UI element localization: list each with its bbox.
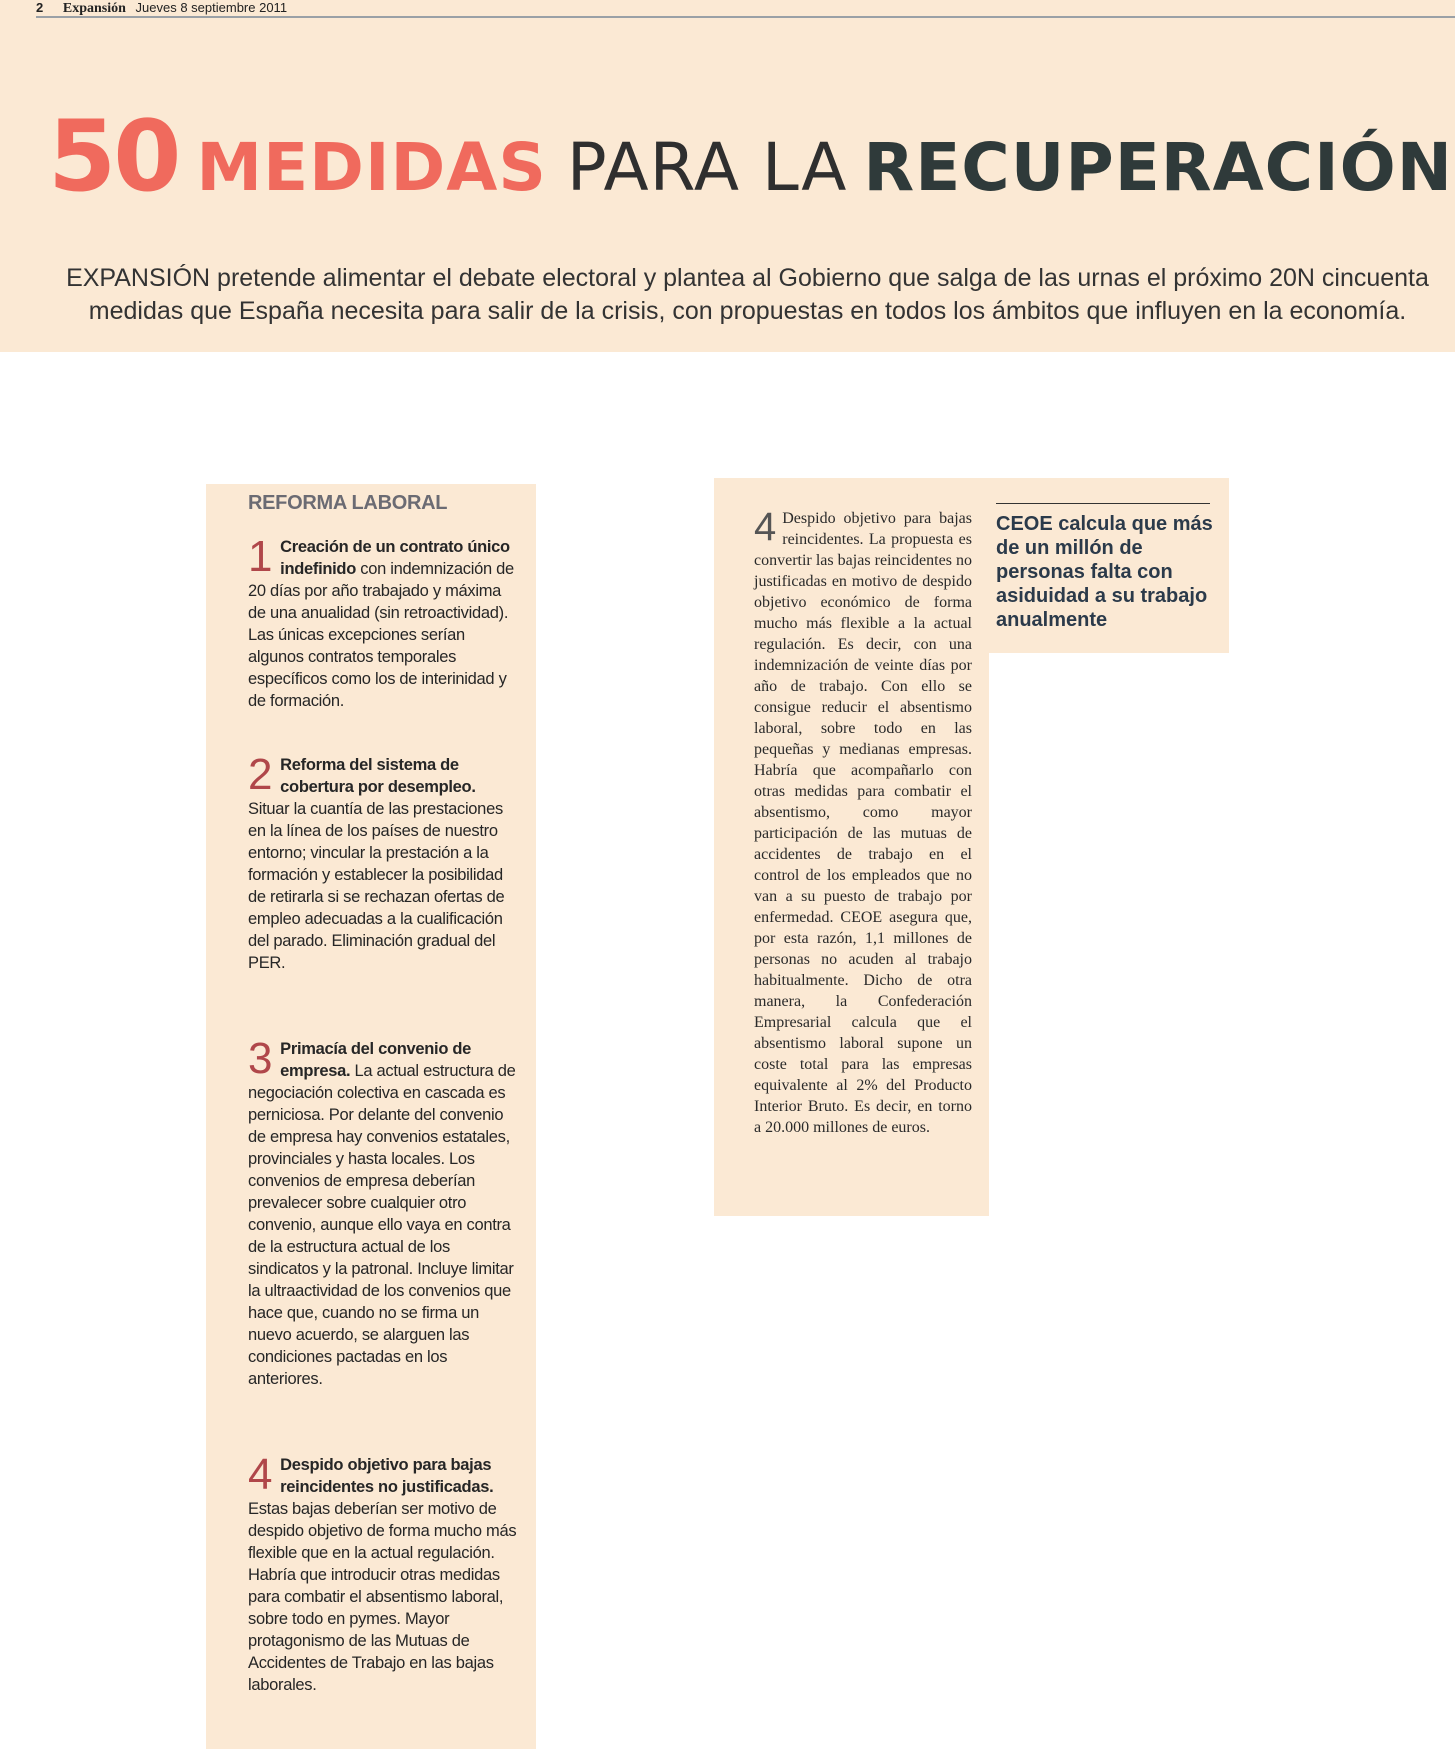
measure-number: 3 (248, 1034, 273, 1083)
measure-number: 4 (248, 1450, 273, 1499)
measure-item (248, 1450, 518, 1696)
measure-text: Situar la cuantía de las prestaciones en la línea de los países de nuestro entorno; vincular la prestación a la formación y establecer la posibilidad de retirarla si se rechazan ofertas de empleo adecuadas a la cualificación del parado. Eliminación gradual del PER. (248, 800, 505, 972)
measure-text: Estas bajas deberían ser motivo de despido objetivo de forma mucho más flexible que en la actual regulación. Habría que introducir otras medidas para combatir el absentismo laboral, sobre todo en pymes. Mayor protagonismo de las Mutuas de Accidentes de Trabajo en las bajas laborales. (248, 1500, 517, 1694)
measure-title: Primacía del convenio de empresa. (280, 1040, 472, 1080)
measure-text: La actual estructura de negociación colectiva en cascada es perniciosa. Por delante del convenio de empresa hay convenios estatales, provinciales y hasta locales. Los convenios de empresa deberían prevalecer sobre cualquier otro convenio, aunque ello vaya en contra de la estructura actual de los sindicatos y la patronal. Incluye limitar la ultraactividad de los convenios que hace que, cuando no se firma un nuevo acuerdo, se alarguen las condiciones pactadas en los anteriores. (248, 1062, 516, 1388)
headline-medidas: MEDIDAS (196, 129, 547, 206)
measure-item (248, 1034, 518, 1390)
article-body (754, 505, 972, 1138)
section-title: REFORMA LABORAL (248, 492, 448, 514)
measure-item (248, 750, 518, 974)
headline-number: 50 (48, 100, 179, 214)
measure-number: 1 (248, 532, 273, 581)
measure-text: con indemnización de 20 días por año trabajado y máxima de una anualidad (sin retroactividad). Las únicas excepciones serían algunos contratos temporales específicos como los de interinidad y de formación. (248, 560, 514, 710)
page-headline (48, 100, 1454, 214)
article-text: Despido objetivo para bajas reincidentes. La propuesta es convertir las bajas reincidentes no justificadas en motivo de despido objetivo económico de forma mucho más flexible a la actual regulación. Es decir, con una indemnización de veinte días por año de trabajo. Con ello se consigue reducir el absentismo laboral, sobre todo en las pequeñas y medianas empresas. Habría que acompañarlo con otras medidas para combatir el absentismo, como mayor participación de las mutuas de accidentes de trabajo en el control de los empleados que no van a su puesto de trabajo por enfermedad. CEOE asegura que, por esta razón, 1,1 millones de personas no acuden al trabajo habitualmente. Dicho de otra manera, la Confederación Empresarial calcula que el absentismo laboral supone un coste total para las empresas equivalente al 2% del Producto Interior Bruto. Es decir, en torno a 20.000 millones de euros. (754, 510, 972, 1136)
measure-title: Despido objetivo para bajas reincidentes no justificadas. (280, 1456, 494, 1496)
page-number: 2 (36, 0, 44, 15)
article-number: 4 (754, 505, 777, 549)
measure-number: 2 (248, 750, 273, 799)
subtitle: EXPANSIÓN pretende alimentar el debate electoral y plantea al Gobierno que salga de las urnas el próximo 20N cincuenta medidas que España necesita para salir de la crisis, con propuestas en todos los ámbitos que influyen en la economía. (66, 264, 1429, 325)
pull-quote: CEOE calcula que más de un millón de personas falta con asiduidad a su trabajo anualmente (996, 513, 1213, 631)
publication-name: Expansión (62, 1, 126, 16)
quote-rule (996, 503, 1210, 504)
measure-item (248, 532, 518, 712)
measure-title: Creación de un contrato único indefinido (280, 538, 510, 578)
headline-recuperacion: RECUPERACIÓN (863, 129, 1454, 206)
header-rule (36, 16, 1455, 18)
measure-title: Reforma del sistema de cobertura por desempleo. (280, 756, 476, 796)
headline-para-la: PARA LA (566, 129, 848, 206)
issue-date: Jueves 8 septiembre 2011 (135, 0, 288, 15)
